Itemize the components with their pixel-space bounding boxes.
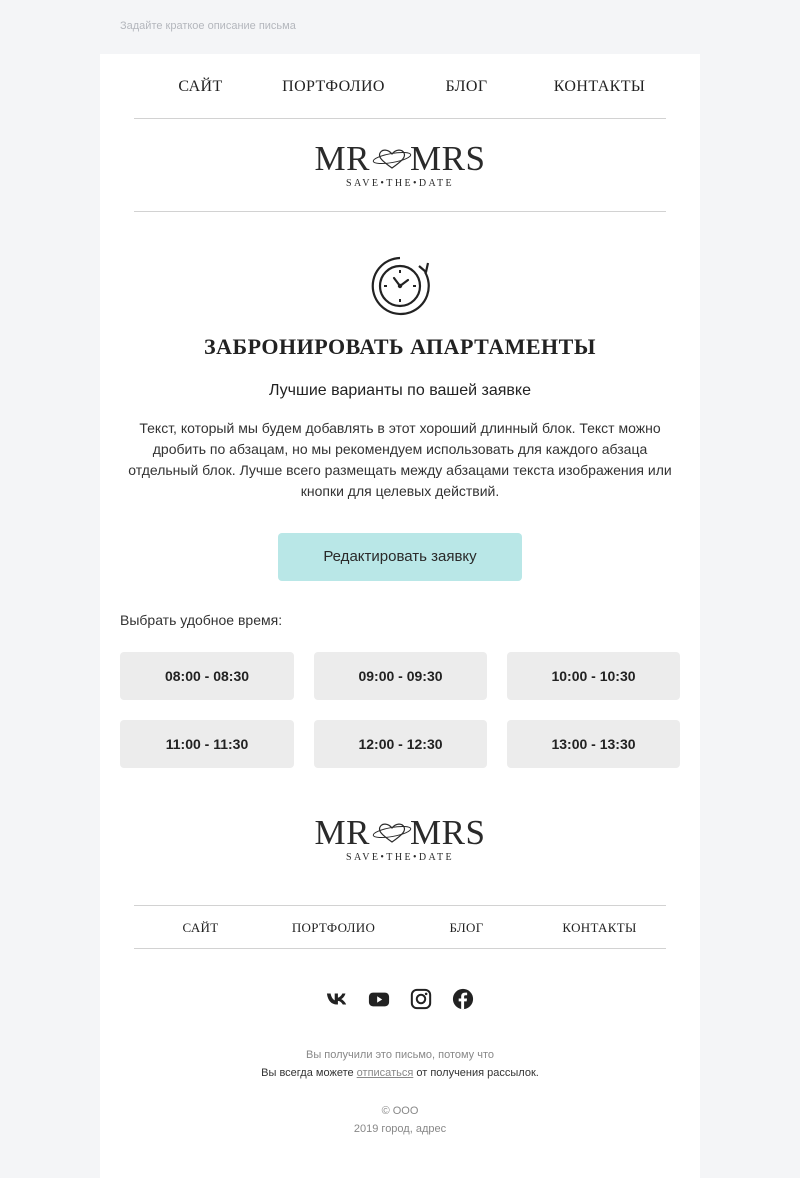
header-logo[interactable] xyxy=(310,140,490,196)
edit-request-button[interactable]: Редактировать заявку xyxy=(278,533,522,581)
logo-brand-right: MRS xyxy=(410,813,486,852)
page-title: ЗАБРОНИРОВАТЬ АПАРТАМЕНТЫ xyxy=(204,334,596,359)
divider xyxy=(134,211,666,212)
time-slot-button[interactable]: 11:00 - 11:30 xyxy=(120,720,294,768)
nav-item-portfolio[interactable]: ПОРТФОЛИО xyxy=(282,78,385,95)
nav-item-contacts[interactable]: КОНТАКТЫ xyxy=(562,920,637,935)
facebook-icon[interactable] xyxy=(452,988,474,1010)
preheader-text: Задайте краткое описание письма xyxy=(120,20,296,32)
subtitle: Лучшие варианты по вашей заявке xyxy=(268,382,531,399)
nav-item-portfolio[interactable]: ПОРТФОЛИО xyxy=(291,920,376,935)
clock-icon xyxy=(370,256,430,316)
time-slots-label: Выбрать удобное время: xyxy=(120,612,283,628)
footer-legal xyxy=(100,1102,700,1138)
time-slot-button[interactable]: 09:00 - 09:30 xyxy=(314,652,487,700)
divider xyxy=(134,905,666,906)
divider xyxy=(134,118,666,119)
footer-line-2 xyxy=(100,1064,700,1082)
unsubscribe-link[interactable]: отписаться xyxy=(356,1067,414,1079)
footer-notice xyxy=(100,1046,700,1082)
logo-tagline: SAVE•THE•DATE xyxy=(345,852,455,863)
logo-brand-left: MR xyxy=(314,813,371,852)
logo-tagline: SAVE•THE•DATE xyxy=(345,178,455,189)
heart-planet-icon xyxy=(372,821,412,845)
footer-line-2-suffix: от получения рассылок. xyxy=(416,1067,539,1079)
time-slot-button[interactable]: 10:00 - 10:30 xyxy=(507,652,680,700)
nav-item-blog[interactable]: БЛОГ xyxy=(445,78,488,95)
nav-item-blog[interactable]: БЛОГ xyxy=(449,920,484,935)
top-nav xyxy=(134,78,666,96)
social-links xyxy=(320,988,480,1010)
youtube-icon[interactable] xyxy=(368,988,390,1010)
nav-item-site[interactable]: САЙТ xyxy=(178,78,223,95)
footer-nav xyxy=(134,920,666,936)
instagram-icon[interactable] xyxy=(410,988,432,1010)
time-slot-button[interactable]: 13:00 - 13:30 xyxy=(507,720,680,768)
vk-icon[interactable] xyxy=(326,988,348,1010)
logo-brand-right: MRS xyxy=(410,139,486,178)
footer-line-2-prefix: Вы всегда можете xyxy=(261,1067,354,1079)
footer-line-1: Вы получили это письмо, потому что xyxy=(306,1049,494,1061)
time-slot-button[interactable]: 12:00 - 12:30 xyxy=(314,720,487,768)
logo-brand-left: MR xyxy=(314,139,371,178)
divider xyxy=(134,948,666,949)
time-slot-button[interactable]: 08:00 - 08:30 xyxy=(120,652,294,700)
nav-item-contacts[interactable]: КОНТАКТЫ xyxy=(553,78,646,95)
heart-planet-icon xyxy=(372,147,412,171)
time-slots-grid xyxy=(120,652,680,768)
nav-item-site[interactable]: САЙТ xyxy=(182,920,219,935)
footer-logo[interactable] xyxy=(310,814,490,870)
copyright: © ООО xyxy=(381,1105,419,1117)
email-body xyxy=(100,54,700,1178)
address: 2019 город, адрес xyxy=(353,1123,447,1135)
body-paragraph: Текст, который мы будем добавлять в этот хороший длинный блок. Текст можно дробить по абзацам, но мы рекомендуем использовать для каждого абзаца отдельный блок. Лучше всего размещать между абзацами текста изображения или кнопки для целевых действий. xyxy=(128,420,672,499)
